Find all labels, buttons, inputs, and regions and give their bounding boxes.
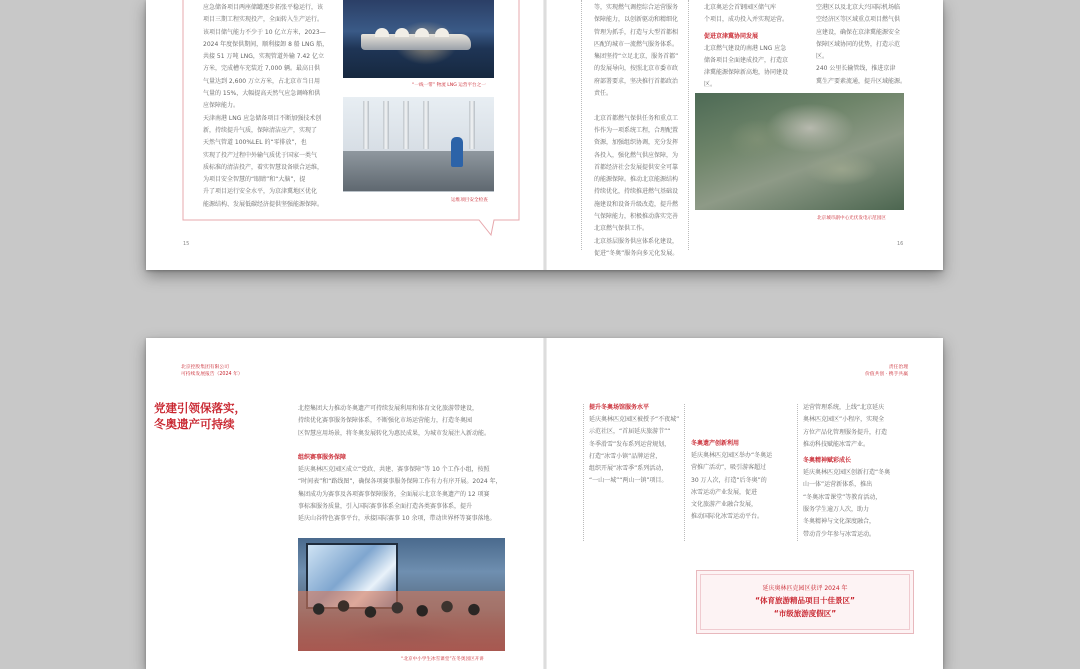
section-title-line: 冬奥遗产可持续 (154, 417, 235, 431)
text-line: 作作为一项系统工程，合理配置 (594, 126, 679, 134)
award-line-1: 延庆奥林匹克园区获评 2024 年 (762, 585, 848, 592)
caption-tanks: 运维项目安全检查 (451, 198, 488, 203)
text-line: 空经济区等区域重点项目燃气供 (816, 16, 901, 24)
text-line: 空港区以及北京大兴国际机场临 (816, 4, 901, 11)
page-fold (543, 0, 547, 270)
award-line-2: “体育旅游精品项目十佳景区” (755, 596, 855, 605)
audience-shape (298, 591, 505, 651)
text-line (594, 100, 682, 112)
header-org-name: 北京控股集团有限公司 (181, 365, 229, 370)
text-line: 方米，完成槽车充装近 7,000 辆。最高日供 (203, 65, 320, 73)
text-line: 延庆山谷特色赛事平台，承接国际赛事 10 余项，带动世界杯等赛事落地。 (298, 515, 496, 523)
header-right (846, 364, 908, 378)
text-line: 持续优化，持续推进燃气基础设 (594, 188, 679, 196)
text-line: 组织开展“冰雪季”系列活动， (589, 465, 668, 473)
text-line: 营推广活动”，吸引游客超过 (691, 464, 767, 472)
lng-carrier-photo (343, 0, 494, 78)
storage-tanks-photo (343, 97, 494, 192)
text-line: 应建设，确保在京津冀能源安全 (816, 28, 901, 36)
text-line: 府部署要求，坚决推行首都政治 (594, 77, 679, 85)
text-line: 促进“冬奥”服务向多元化发展。 (594, 249, 679, 257)
section-title-line: 党建引领保落实， (154, 401, 246, 415)
text-line: 区。 (704, 81, 717, 89)
text-line: 冀生产要素流通，提升区域能源。 (816, 77, 907, 85)
text-line: 的能源保障。推动北京能源结构 (594, 176, 679, 184)
text-line: 匹配的城市一流燃气服务体系。 (594, 40, 679, 48)
text-line: 为项目安全智慧的“眼睛”和“大脑”，提 (203, 176, 306, 184)
text-line: 气量达到 2,600 万立方米，占北京市当日用 (203, 77, 320, 85)
col2-subhead-b: 冬奥遗产创新利用 (691, 440, 740, 447)
report-spread-top (146, 0, 943, 270)
crowd-event-photo (298, 538, 505, 651)
text-line: “时间表”和“路线图”，确保各项赛事服务保障工作有力有序开展。2024 年， (298, 478, 502, 486)
column-2-text (589, 402, 684, 547)
text-line: “一山一城”“两山一镇”项目。 (589, 477, 668, 485)
chimney-shape (469, 101, 475, 149)
text-line: 等，实现燃气调控综合运营服务 (594, 4, 679, 11)
text-line: 首都经济社会发展提供安全可靠 (594, 163, 679, 171)
subhead-a: 组织赛事服务保障 (298, 454, 347, 461)
text-line: 冰雪运动产业发展，促进 (691, 488, 758, 496)
page-number-left: 15 (183, 241, 190, 247)
column-divider (583, 404, 584, 541)
text-line: 应急储备项目两座储罐逐步拓张平稳运行，该 (203, 4, 324, 11)
text-line: 津冀能源保障新高地，协同建设 (704, 69, 789, 77)
text-line: 各投入，强化燃气供应保障，为 (594, 151, 679, 159)
text-line: 示范社区，“首届延庆旅游节”“ (589, 428, 671, 436)
text-line: 该项目储气能力不少于 10 亿立方米，2023— (203, 28, 326, 36)
award-box (696, 570, 914, 634)
text-line: 奥林匹克园区”小程序，实现全 (803, 416, 885, 424)
text-line: 气保障能力，积极推动落实完善 (594, 213, 679, 221)
text-line: 新，持续提升气质，保障清洁应产，实现了 (203, 126, 318, 134)
text-line: 天津南港 LNG 应急储备项目不断加强技术创 (203, 114, 322, 122)
text-line: 带动青少年参与冰雪运动。 (803, 530, 876, 538)
caption-aerial: 北京城市副中心光伏发电示范园区 (817, 216, 886, 221)
text-line: 质标准的清洁投产，着实智慧设备联合运维， (203, 163, 324, 171)
column-divider (684, 404, 685, 541)
text-line: 气量的 15%，大幅提高天然气应急调峰和供 (203, 90, 321, 98)
text-line: 服务学生逾万人次，助力 (803, 506, 870, 514)
text-line: 北京燃气保供工作。 (594, 225, 649, 233)
text-line: 项目三期工程实现投产，全面转入生产运行。 (203, 16, 324, 24)
page-number-right: 16 (897, 241, 904, 247)
left-column-text (203, 2, 353, 212)
caption-lng: “一线一带” 物流 LNG 运营平台之一 (412, 83, 486, 88)
chimney-shape (363, 101, 369, 149)
section-a-text (298, 452, 513, 522)
text-line: 延庆奥林匹克园区被授予“不夜城” (589, 416, 680, 423)
text-line: 延庆奥林匹克园区成立“党政、共建、赛事保障”等 10 个工作小组，按照 (298, 466, 490, 473)
text-line: 应保障能力。 (203, 102, 240, 110)
text-line: 集团坚持“立足北京，服务首都” (594, 53, 679, 61)
text-line: 北京燃气建设的南港 LNG 应急 (704, 44, 787, 52)
header-section: 责任治理 (888, 365, 908, 370)
right-column-text (704, 2, 799, 89)
text-line: 集团成功为赛事及各项赛事保障服务，全面展示北京冬奥遗产的 12 项赛 (298, 490, 490, 498)
text-line: 事标准服务质量，引入国际赛事体系全面打造各类赛事体系，提升 (298, 502, 473, 510)
text-line: 推动国际化冰雪运动平台。 (691, 513, 764, 521)
chimney-shape (423, 101, 429, 149)
report-spread-bottom (146, 338, 943, 669)
text-line: 实现了投产过程中外输气质优于国家一类气 (203, 151, 318, 159)
column-divider (581, 0, 582, 250)
award-line-3: “市级旅游度假区” (773, 609, 837, 618)
intro-text (298, 403, 513, 443)
text-line: 240 公里长输管线，推进京津 (816, 65, 896, 73)
text-line: 共接 51 万吨 LNG，实现管道外输 7.42 亿立 (203, 53, 325, 61)
middle-column-text (594, 2, 682, 257)
text-line: 北控集团大力推动冬奥遗产可持续发展利用和体育文化旅游带建设， (298, 405, 479, 412)
column-divider (797, 404, 798, 541)
text-line: 管理为抓手，打造与大型首都相 (594, 28, 679, 36)
text-line: 北京首都燃气保供任务和重点工 (594, 114, 679, 122)
text-line: “冬奥冰雪课堂”等教育活动， (803, 493, 882, 501)
header-left (181, 364, 243, 378)
text-line: 的发展导向，按照北京市委市政 (594, 65, 679, 73)
ship-tank (375, 28, 389, 37)
text-line: 区。 (816, 53, 829, 61)
column-divider (688, 0, 689, 250)
text-line: 施建设和设备升级改造，提升燃 (594, 200, 679, 208)
text-line: 天然气管道 100%LEL 的“零排放”，也 (203, 139, 307, 147)
column-4-text (803, 402, 908, 547)
text-line: 运营管理系统，上线“北京延庆 (803, 404, 885, 411)
text-line: 升了项目运行安全水平，为京津冀地区优化 (203, 188, 318, 196)
text-line: 资源，加强组织协调，充分发挥 (594, 139, 679, 147)
ship-tank (415, 28, 429, 37)
text-line: 冬季滑雪”发布系列运营规划， (589, 440, 671, 448)
col2-subhead: 提升冬奥场馆服务水平 (589, 404, 650, 411)
text-line: 个项目，成功投入并实现运营。 (704, 16, 789, 24)
col3-subhead: 冬奥精神赋彩成长 (803, 457, 852, 465)
text-line: 持续优化赛事服务保障体系，不断强化市场运营能力，打造冬奥园 (298, 417, 473, 425)
text-line: 山一体”运营新体系，推出 (803, 481, 873, 489)
text-line: 责任。 (594, 90, 613, 98)
ship-tank (395, 28, 409, 37)
text-line: 延庆奥林匹克园区举办“冬奥运 (691, 452, 773, 459)
section-title (154, 400, 246, 432)
worker-figure (451, 137, 463, 167)
text-line: 北京基层服务供应体系化建设， (594, 237, 679, 245)
text-line: 冬奥精神与文化深度融合， (803, 518, 876, 526)
text-line: 保障区域协同的优势，打造示范 (816, 40, 901, 48)
column-3-text (691, 402, 791, 547)
text-line: 能源结构、发展低碳经济提供坚强能源保障。 (203, 200, 324, 208)
aerial-city-photo (695, 93, 904, 210)
text-line: 文化旅游产业融合发展， (691, 501, 758, 509)
deck-shape (343, 151, 494, 191)
far-right-column-text (816, 2, 911, 88)
chimney-shape (383, 101, 389, 149)
text-line: 北京奥运会首钢园区储气库 (704, 4, 777, 11)
text-line: 2024 年度保供期间，顺利接卸 8 船 LNG 船， (203, 40, 329, 48)
text-line: 延庆奥林匹克园区创新打造“冬奥 (803, 469, 891, 477)
header-subsection: 价值共创 · 携手共赢 (865, 372, 908, 377)
text-line: 保障能力，以创新驱动和精细化 (594, 16, 679, 24)
header-report-name: 可持续发展报告（2024 年） (181, 372, 243, 377)
text-line: 区智慧应用场景，将冬奥发展转化为惠民成果，为城市发展注入新动能。 (298, 429, 491, 437)
caption-crowd: “北京中小学生冰雪课堂”在冬奥园区开讲 (401, 657, 484, 662)
right-subhead: 促进京津冀协同发展 (704, 32, 759, 40)
ship-tank (435, 28, 449, 37)
chimney-shape (403, 101, 409, 149)
page-fold (543, 338, 547, 669)
text-line: 推动科技赋能冰雪产业。 (803, 440, 870, 448)
text-line: 储备项目全面建成投产，打造京 (704, 56, 789, 64)
text-line: 方位产品化管理服务提升，打造 (803, 428, 888, 436)
text-line: 打造“冰雪小镇”品牌运营， (589, 452, 662, 460)
text-line: 30 万人次，打造“后冬奥”的 (691, 476, 767, 484)
